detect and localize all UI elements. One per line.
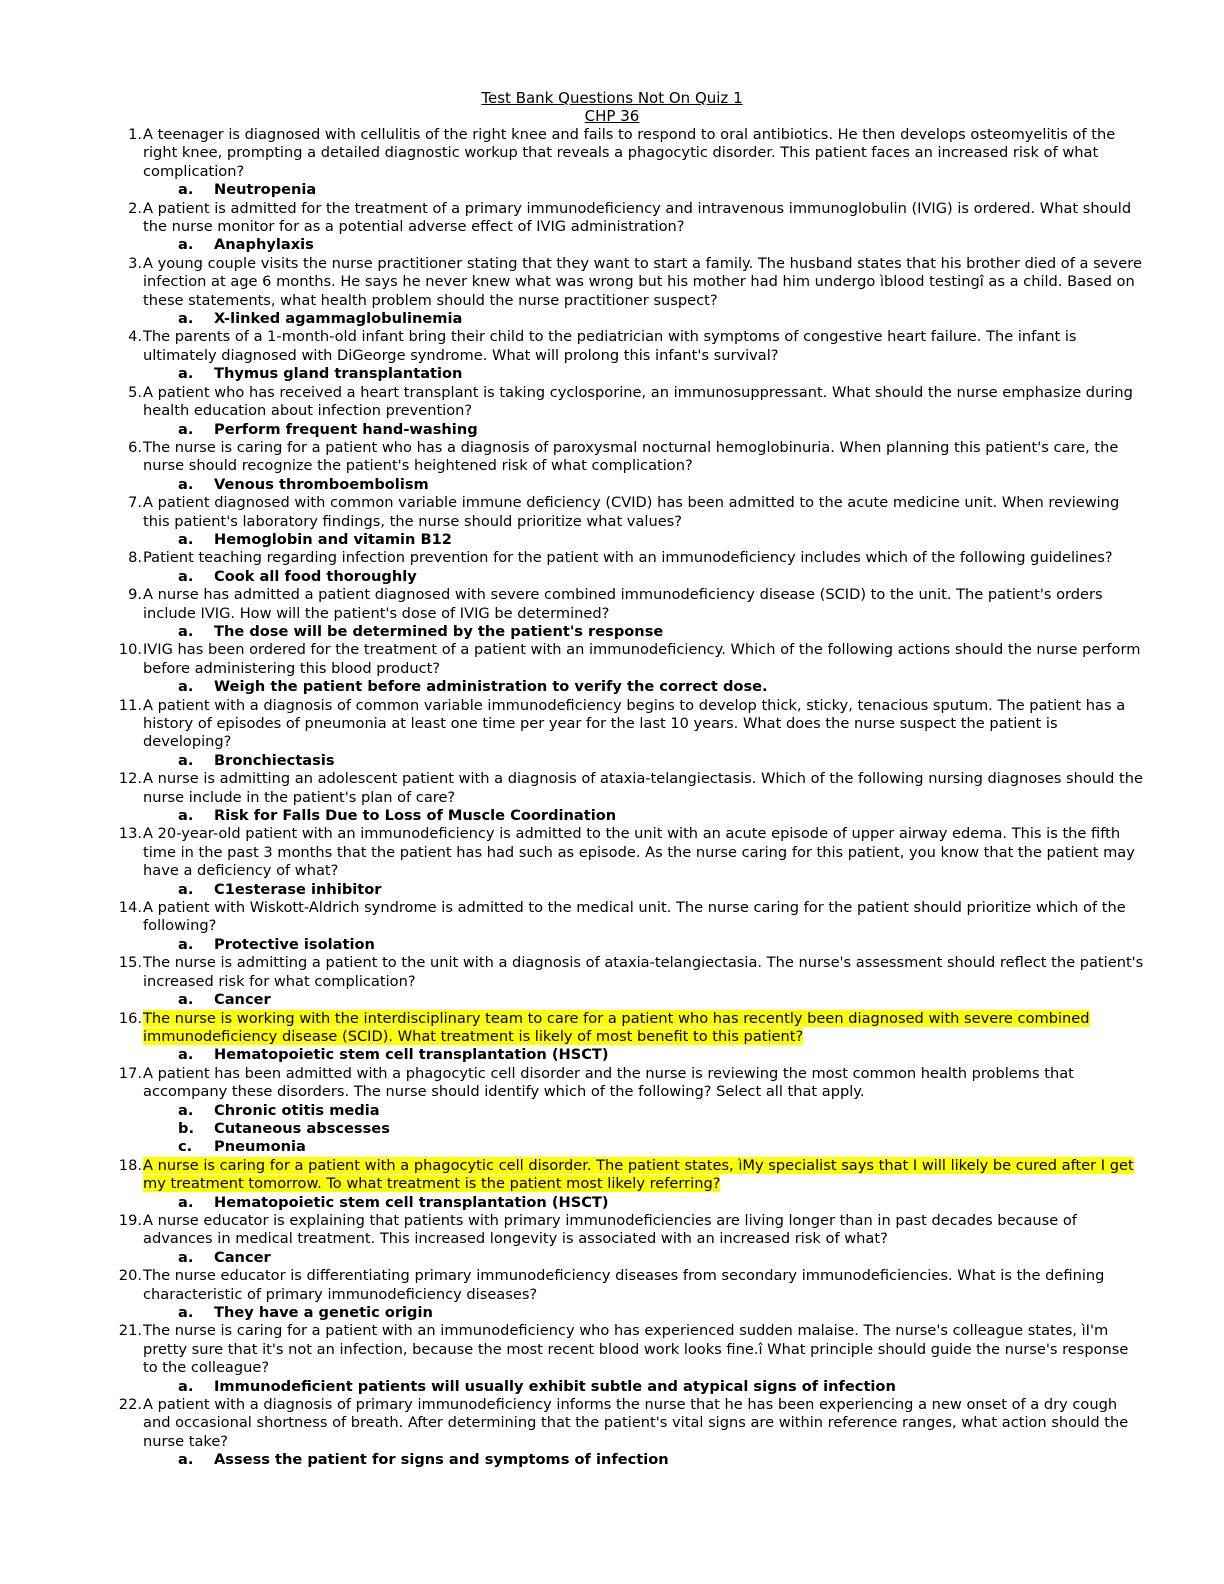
question-number: 8. [128, 549, 142, 567]
question-item [104, 954, 1144, 991]
answer-label: a. [178, 622, 194, 640]
highlighted-question-text: A nurse is caring for a patient with a phagocytic cell disorder. The patient states, ìMy specialist says that I will likely be cured after I get my treatment tomorrow. To what treatment is the patient most likely referring? [143, 1156, 1134, 1193]
answer-item [104, 881, 1144, 899]
question-text: A patient with a diagnosis of primary immunodeficiency informs the nurse that he has been experiencing a new onset of a dry cough and occasional shortness of breath. After determining that the patient's vital signs are within reference ranges, what action should the nurse take? [143, 1396, 1129, 1450]
answer-text: Cancer [214, 1248, 271, 1266]
question-text: A patient has been admitted with a phagocytic cell disorder and the nurse is reviewing the most common health problems that accompany these disorders. The nurse should identify which of the following? Select all that apply. [143, 1064, 1074, 1101]
answer-label: a. [178, 420, 194, 438]
question-text: A patient who has received a heart transplant is taking cyclosporine, an immunosuppressant. What should the nurse emphasize during health education about infection prevention? [143, 383, 1133, 420]
question-text: The nurse is caring for a patient who has a diagnosis of paroxysmal nocturnal hemoglobinuria. When planning this patient's care, the nurse should recognize the patient's heightened risk of what complication? [143, 438, 1119, 475]
question-number: 14. [118, 899, 142, 917]
question-text: Patient teaching regarding infection prevention for the patient with an immunodeficiency includes which of the following guidelines? [143, 549, 1113, 567]
answer-item [104, 1249, 1144, 1267]
question-item [104, 255, 1144, 310]
answer-label: a. [178, 935, 194, 953]
question-item [104, 1157, 1144, 1194]
question-item [104, 1212, 1144, 1249]
question-item [104, 1065, 1144, 1102]
answer-item [104, 807, 1144, 825]
question-item [104, 126, 1144, 181]
question-number: 15. [118, 954, 142, 972]
answer-item [104, 1138, 1144, 1156]
answer-label: a. [178, 880, 194, 898]
question-number: 19. [118, 1211, 142, 1229]
question-item [104, 899, 1144, 936]
answer-text: Immunodeficient patients will usually exhibit subtle and atypical signs of infection [214, 1377, 896, 1395]
answer-item [104, 1120, 1144, 1138]
answer-label: a. [178, 1304, 194, 1321]
question-item [104, 770, 1144, 807]
question-list [104, 126, 1144, 1470]
answer-item [104, 1378, 1144, 1396]
answer-label: a. [178, 1451, 194, 1469]
question-number: 17. [118, 1064, 142, 1082]
answer-label: a. [178, 1193, 194, 1211]
answer-item [104, 476, 1144, 494]
question-number: 22. [118, 1396, 142, 1414]
question-number: 12. [118, 770, 142, 788]
question-text: A nurse educator is explaining that patients with primary immunodeficiencies are living longer than in past decades because of advances in medical treatment. This increased longevity is associated with an increased risk of what? [143, 1211, 1077, 1248]
answer-text: Anaphylaxis [214, 236, 314, 254]
answer-item [104, 936, 1144, 954]
answer-label: a. [178, 991, 194, 1009]
question-number: 6. [128, 438, 142, 456]
answer-text: Protective isolation [214, 935, 375, 953]
question-number: 5. [128, 383, 142, 401]
question-text: A patient diagnosed with common variable immune deficiency (CVID) has been admitted to the acute medicine unit. When reviewing this patient's laboratory findings, the nurse should prioritize what values? [143, 494, 1120, 530]
question-number: 21. [118, 1322, 142, 1340]
answer-text: Hemoglobin and vitamin B12 [214, 530, 452, 548]
question-number: 1. [128, 126, 142, 143]
answer-label: a. [178, 181, 194, 199]
answer-item [104, 1194, 1144, 1212]
answer-label: a. [178, 1248, 194, 1266]
answer-text: Thymus gland transplantation [214, 365, 463, 383]
answer-label: a. [178, 236, 194, 254]
question-item [104, 439, 1144, 476]
answer-item [104, 181, 1144, 199]
question-item [104, 825, 1144, 880]
question-number: 7. [128, 494, 142, 512]
answer-item [104, 310, 1144, 328]
question-text: The nurse is caring for a patient with an immunodeficiency who has experienced sudden malaise. The nurse's colleague states, ìI'm pretty sure that it's not an infection, because the most recent blood work looks fine.î What principle should guide the nurse's response to the colleague? [143, 1322, 1129, 1377]
answer-item [104, 752, 1144, 770]
answer-item [104, 991, 1144, 1009]
answer-item [104, 531, 1144, 549]
answer-label: a. [178, 530, 194, 548]
question-number: 16. [118, 1009, 142, 1027]
answer-label: a. [178, 1377, 194, 1395]
answer-label: a. [178, 1101, 194, 1119]
answer-text: The dose will be determined by the patient's response [214, 622, 664, 640]
answer-item [104, 678, 1144, 696]
answer-text: Pneumonia [214, 1138, 306, 1156]
answer-text: Chronic otitis media [214, 1101, 380, 1119]
chapter-heading: CHP 36 [584, 107, 640, 125]
answer-label: b. [178, 1119, 194, 1137]
question-item [104, 586, 1144, 623]
question-number: 20. [118, 1267, 142, 1285]
answer-item [104, 421, 1144, 439]
question-number: 11. [118, 696, 142, 714]
answer-text: Cutaneous abscesses [214, 1119, 390, 1137]
question-text: A nurse is admitting an adolescent patient with a diagnosis of ataxia-telangiectasis. Which of the following nursing diagnoses should the nurse include in the patient's plan of care? [143, 770, 1143, 806]
question-number: 13. [118, 825, 142, 843]
answer-item [104, 1304, 1144, 1322]
answer-label: a. [178, 807, 194, 825]
question-item [104, 328, 1144, 365]
answer-label: a. [178, 678, 194, 696]
question-text: A teenager is diagnosed with cellulitis of the right knee and fails to respond to oral antibiotics. He then develops osteomyelitis of the right knee, prompting a detailed diagnostic workup that reveals a phagocytic disorder. This patient faces an increased risk of what complication? [143, 126, 1116, 180]
answer-item [104, 1451, 1144, 1469]
question-item [104, 549, 1144, 567]
answer-label: a. [178, 751, 194, 769]
answer-text: Hematopoietic stem cell transplantation (HSCT) [214, 1046, 609, 1064]
question-item [104, 697, 1144, 752]
question-text: The parents of a 1-month-old infant bring their child to the pediatrician with symptoms of congestive heart failure. The infant is ultimately diagnosed with DiGeorge syndrome. What will prolong this infant's survival? [143, 328, 1077, 364]
question-item [104, 1267, 1144, 1304]
answer-text: Perform frequent hand-washing [214, 420, 478, 438]
question-number: 10. [118, 641, 142, 659]
answer-item [104, 623, 1144, 641]
answer-text: C1esterase inhibitor [214, 880, 382, 898]
answer-text: Neutropenia [214, 181, 317, 199]
question-text: The nurse educator is differentiating primary immunodeficiency diseases from secondary immunodeficiencies. What is the defining characteristic of primary immunodeficiency diseases? [143, 1267, 1105, 1303]
answer-label: a. [178, 475, 194, 493]
question-item [104, 494, 1144, 531]
answer-text: Bronchiectasis [214, 751, 335, 769]
question-item [104, 1010, 1144, 1047]
question-text: A patient with Wiskott-Aldrich syndrome is admitted to the medical unit. The nurse caring for the patient should prioritize which of the following? [143, 899, 1126, 935]
question-item [104, 641, 1144, 678]
question-text: A nurse has admitted a patient diagnosed with severe combined immunodeficiency disease (SCID) to the unit. The patient's orders include IVIG. How will the patient's dose of IVIG be determined? [143, 586, 1103, 622]
highlighted-question-text: The nurse is working with the interdisciplinary team to care for a patient who has recently been diagnosed with severe combined immunodeficiency disease (SCID). What treatment is likely of most benefit to this patient? [143, 1009, 1090, 1045]
answer-item [104, 568, 1144, 586]
question-item [104, 1396, 1144, 1451]
answer-item [104, 1102, 1144, 1120]
question-number: 9. [128, 586, 142, 604]
question-item [104, 200, 1144, 237]
answer-label: a. [178, 1046, 194, 1064]
question-item [104, 384, 1144, 421]
question-text: IVIG has been ordered for the treatment of a patient with an immunodeficiency. Which of the following actions should the nurse perform before administering this blood product? [143, 641, 1141, 677]
question-item [104, 1322, 1144, 1377]
document-title: Test Bank Questions Not On Quiz 1 [481, 89, 743, 107]
question-text: A patient with a diagnosis of common variable immunodeficiency begins to develop thick, sticky, tenacious sputum. The patient has a history of episodes of pneumonia at least one time per year for the last 10 years. What does the nurse suspect the patient is developing? [143, 696, 1126, 751]
question-text: A patient is admitted for the treatment of a primary immunodeficiency and intravenous immunoglobulin (IVIG) is ordered. What should the nurse monitor for as a potential adverse effect of IVIG administration? [143, 199, 1132, 236]
question-text: A young couple visits the nurse practitioner stating that they want to start a family. The husband states that his brother died of a severe infection at age 6 months. He says he never knew what was wrong but his mother had him undergo ìblood testingî as a child. Based on these statements, what health problem should the nurse practitioner suspect? [143, 254, 1142, 309]
answer-label: a. [178, 310, 194, 328]
question-number: 18. [118, 1156, 142, 1174]
question-text: The nurse is admitting a patient to the unit with a diagnosis of ataxia-telangiectasia. The nurse's assessment should reflect the patient's increased risk for what complication? [143, 954, 1144, 990]
answer-item [104, 236, 1144, 254]
answer-text: Cancer [214, 991, 271, 1009]
question-number: 2. [128, 199, 142, 217]
answer-text: They have a genetic origin [214, 1304, 433, 1321]
answer-text: Assess the patient for signs and symptoms of infection [214, 1451, 669, 1469]
answer-label: a. [178, 365, 194, 383]
answer-text: Risk for Falls Due to Loss of Muscle Coordination [214, 807, 617, 825]
answer-text: Venous thromboembolism [214, 475, 429, 493]
answer-item [104, 365, 1144, 383]
answer-text: X-linked agammaglobulinemia [214, 310, 463, 328]
answer-label: a. [178, 567, 194, 585]
answer-text: Weigh the patient before administration to verify the correct dose. [214, 678, 768, 696]
answer-text: Cook all food thoroughly [214, 567, 417, 585]
question-number: 3. [128, 254, 142, 272]
answer-text: Hematopoietic stem cell transplantation (HSCT) [214, 1193, 609, 1211]
answer-item [104, 1046, 1144, 1064]
question-text: A 20-year-old patient with an immunodeficiency is admitted to the unit with an acute episode of upper airway edema. This is the fifth time in the past 3 months that the patient has had such as episode. As the nurse caring for this patient, you know that the patient may have a deficiency of what? [143, 825, 1135, 880]
answer-label: c. [178, 1138, 193, 1156]
question-number: 4. [128, 328, 142, 346]
